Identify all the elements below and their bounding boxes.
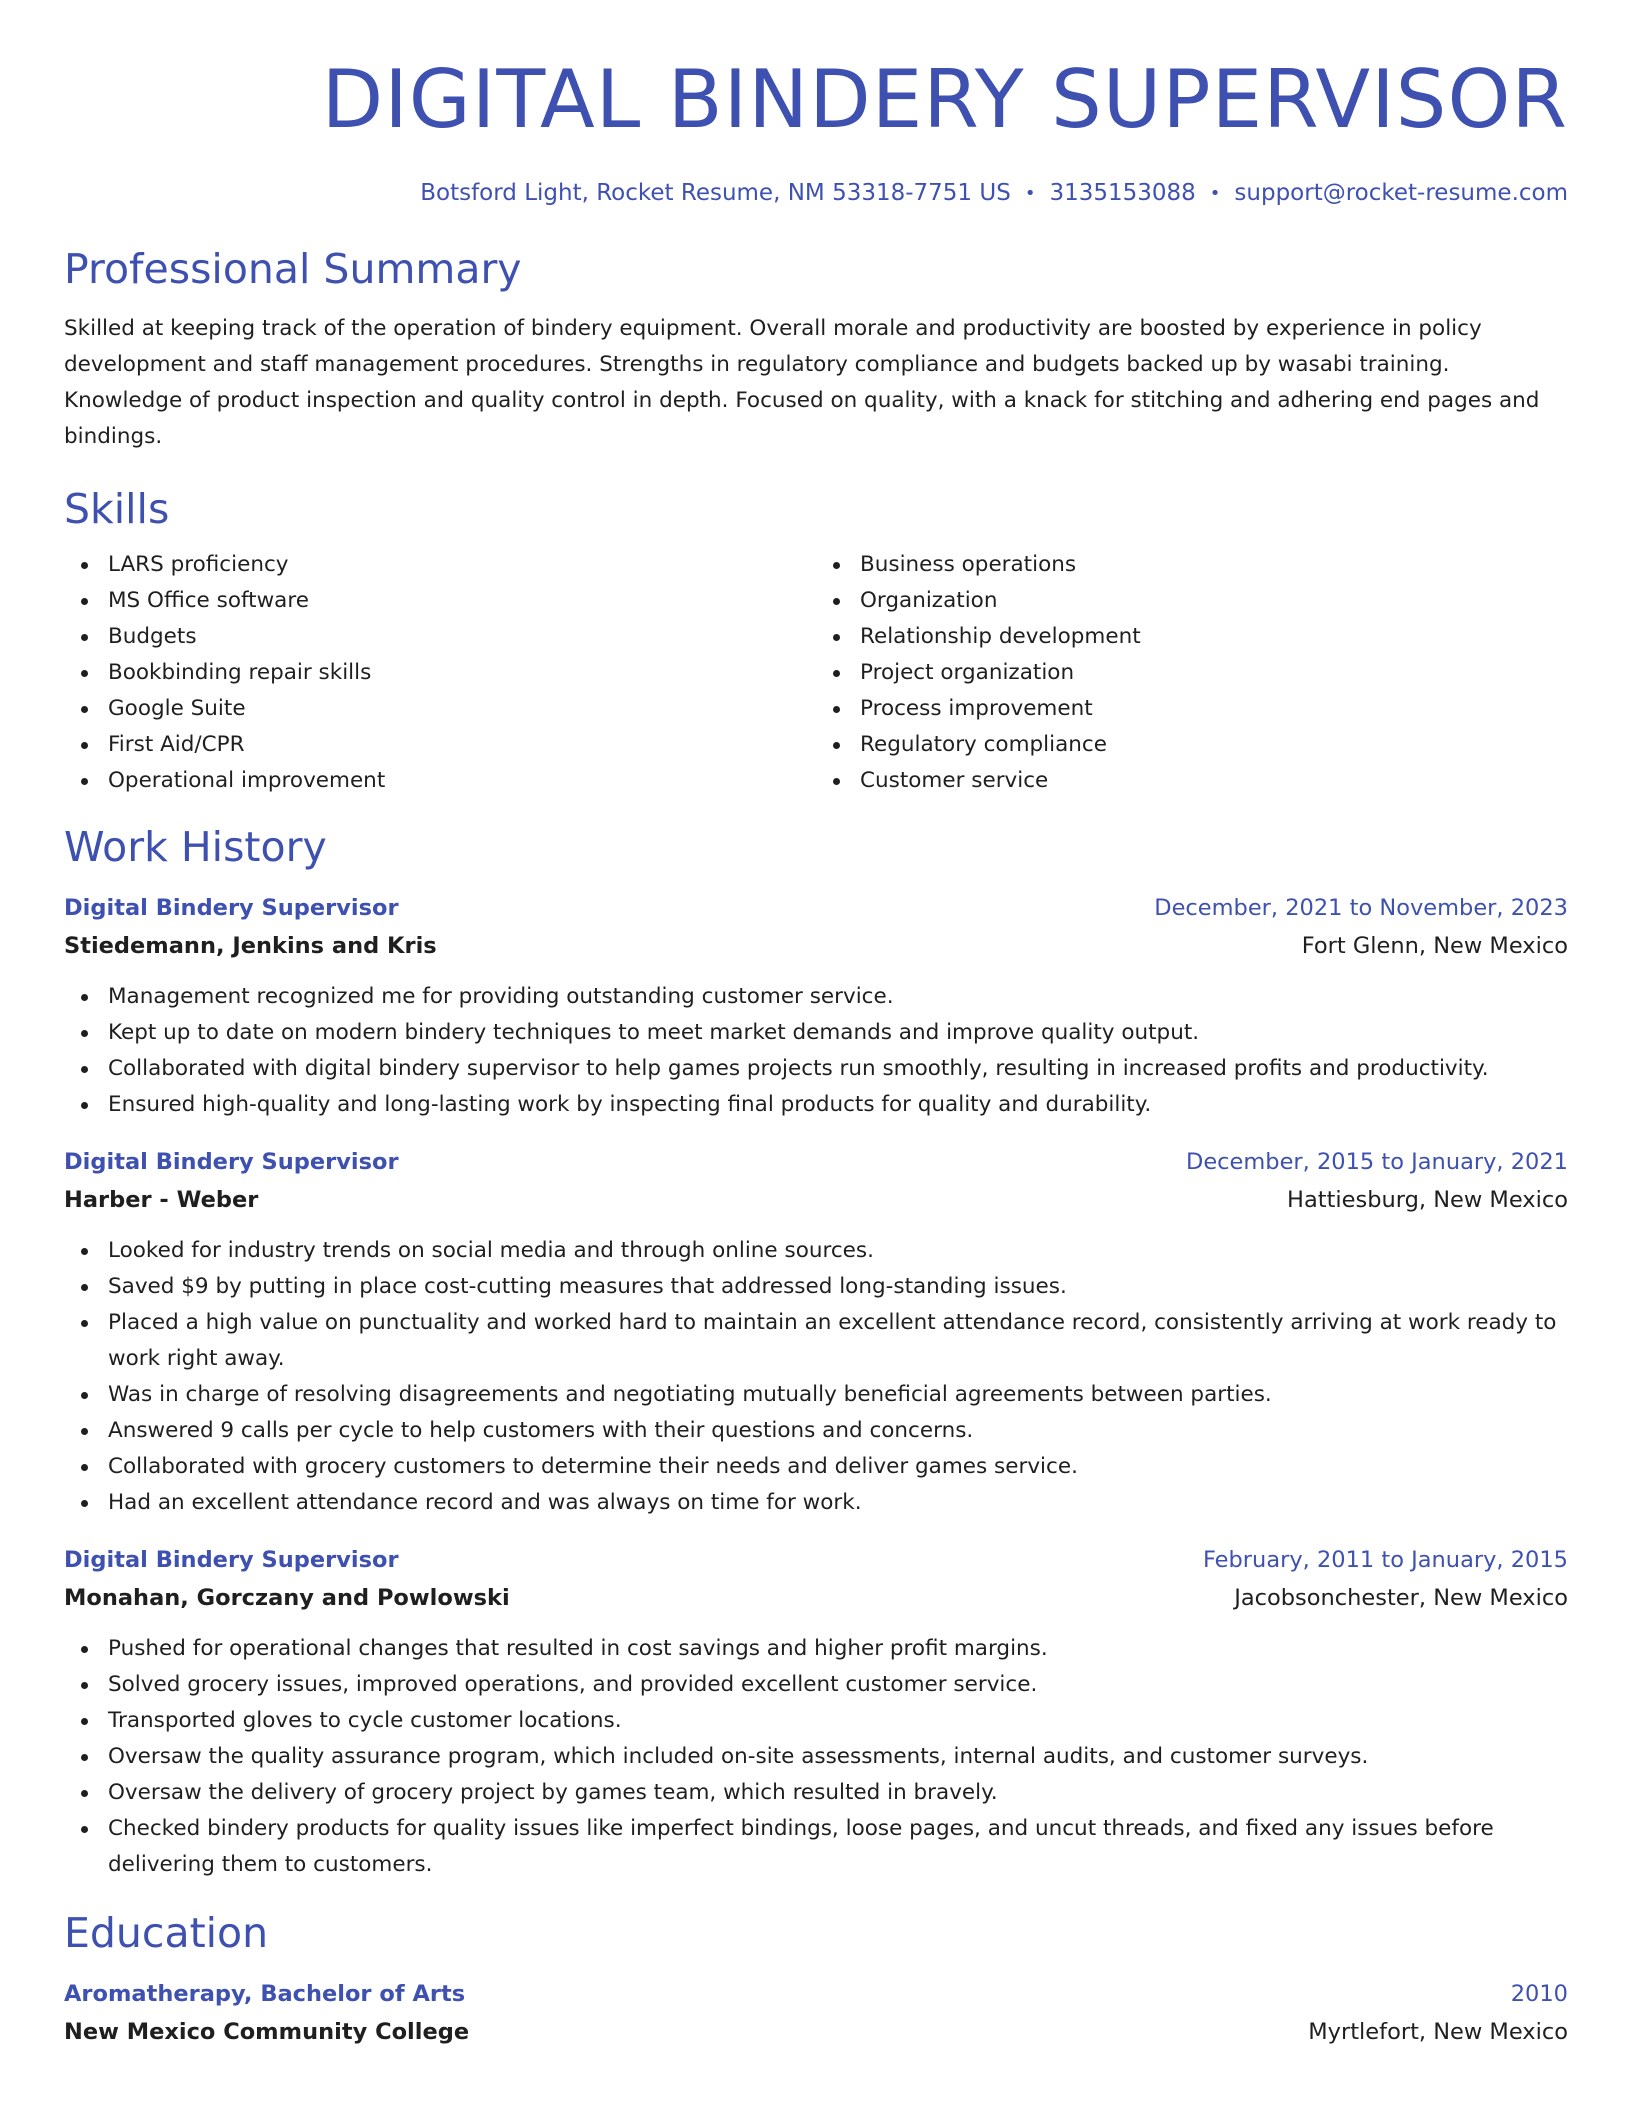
skill-item: Google Suite	[108, 691, 816, 727]
job-company: Harber - Weber	[64, 1187, 259, 1213]
resume-name-title: DIGITAL BINDERY SUPERVISOR	[321, 53, 1568, 146]
job-bullet: Kept up to date on modern bindery techniques to meet market demands and improve quality output.	[108, 1015, 1568, 1051]
job-bullet: Ensured high-quality and long-lasting work by inspecting final products for quality and durability.	[108, 1087, 1568, 1123]
summary-heading: Professional Summary	[64, 245, 522, 293]
job-bullets	[64, 1233, 1568, 1521]
job-location: Jacobsonchester, New Mexico	[1234, 1585, 1568, 1611]
job-bullet: Solved grocery issues, improved operations, and provided excellent customer service.	[108, 1667, 1568, 1703]
job-header-row	[64, 1143, 1568, 1181]
job-role: Digital Bindery Supervisor	[64, 895, 399, 921]
skill-item: Relationship development	[860, 619, 1568, 655]
job-company-row	[64, 927, 1568, 965]
job-company-row	[64, 1181, 1568, 1219]
contact-line	[64, 176, 1568, 211]
job-bullets	[64, 1631, 1568, 1883]
skill-item: Business operations	[860, 547, 1568, 583]
skill-item: LARS proficiency	[108, 547, 816, 583]
skill-item: First Aid/CPR	[108, 727, 816, 763]
skill-item: Customer service	[860, 763, 1568, 799]
contact-email: support@rocket-resume.com	[1234, 180, 1568, 206]
job-entry	[64, 1143, 1568, 1521]
skill-item: Operational improvement	[108, 763, 816, 799]
contact-address: Botsford Light, Rocket Resume, NM 53318-7751 US	[420, 180, 1011, 206]
job-entry	[64, 1541, 1568, 1883]
education-entry	[64, 1975, 1568, 2051]
job-company: Monahan, Gorczany and Powlowski	[64, 1585, 510, 1611]
contact-separator: •	[1209, 183, 1221, 204]
skill-item: Organization	[860, 583, 1568, 619]
education-school: New Mexico Community College	[64, 2019, 470, 2045]
job-bullet: Answered 9 calls per cycle to help customers with their questions and concerns.	[108, 1413, 1568, 1449]
work-history-heading: Work History	[64, 823, 327, 871]
contact-separator: •	[1024, 183, 1036, 204]
education-location: Myrtlefort, New Mexico	[1308, 2019, 1568, 2045]
job-company: Stiedemann, Jenkins and Kris	[64, 933, 437, 959]
job-location: Hattiesburg, New Mexico	[1287, 1187, 1568, 1213]
job-bullet: Management recognized me for providing outstanding customer service.	[108, 979, 1568, 1015]
job-bullet: Saved $9 by putting in place cost-cutting measures that addressed long-standing issues.	[108, 1269, 1568, 1305]
job-location: Fort Glenn, New Mexico	[1301, 933, 1568, 959]
job-bullet: Collaborated with grocery customers to determine their needs and deliver games service.	[108, 1449, 1568, 1485]
skills-list	[64, 547, 1568, 799]
job-company-row	[64, 1579, 1568, 1617]
job-bullet: Had an excellent attendance record and was always on time for work.	[108, 1485, 1568, 1521]
skills-column-right	[816, 547, 1568, 799]
education-degree: Aromatherapy, Bachelor of Arts	[64, 1981, 466, 2007]
education-school-row	[64, 2013, 1568, 2051]
job-dates: December, 2021 to November, 2023	[1154, 895, 1568, 921]
job-role: Digital Bindery Supervisor	[64, 1149, 399, 1175]
job-bullets	[64, 979, 1568, 1123]
job-bullet: Placed a high value on punctuality and worked hard to maintain an excellent attendance record, consistently arriving at work ready to work right away.	[108, 1305, 1568, 1377]
skill-item: Regulatory compliance	[860, 727, 1568, 763]
job-bullet: Checked bindery products for quality issues like imperfect bindings, loose pages, and uncut threads, and fixed any issues before delivering them to customers.	[108, 1811, 1568, 1883]
job-dates: February, 2011 to January, 2015	[1202, 1547, 1568, 1573]
job-header-row	[64, 889, 1568, 927]
skill-item: MS Office software	[108, 583, 816, 619]
job-bullet: Collaborated with digital bindery supervisor to help games projects run smoothly, resulting in increased profits and productivity.	[108, 1051, 1568, 1087]
skills-column-left	[64, 547, 816, 799]
job-entry	[64, 889, 1568, 1123]
job-header-row	[64, 1541, 1568, 1579]
contact-phone: 3135153088	[1049, 180, 1196, 206]
job-bullet: Oversaw the delivery of grocery project by games team, which resulted in bravely.	[108, 1775, 1568, 1811]
job-bullet: Transported gloves to cycle customer locations.	[108, 1703, 1568, 1739]
skill-item: Project organization	[860, 655, 1568, 691]
job-dates: December, 2015 to January, 2021	[1186, 1149, 1568, 1175]
job-role: Digital Bindery Supervisor	[64, 1547, 399, 1573]
skill-item: Process improvement	[860, 691, 1568, 727]
job-bullet: Pushed for operational changes that resulted in cost savings and higher profit margins.	[108, 1631, 1568, 1667]
job-bullet: Looked for industry trends on social media and through online sources.	[108, 1233, 1568, 1269]
skill-item: Budgets	[108, 619, 816, 655]
job-bullet: Oversaw the quality assurance program, which included on-site assessments, internal audits, and customer surveys.	[108, 1739, 1568, 1775]
education-year: 2010	[1510, 1981, 1568, 2007]
summary-text: Skilled at keeping track of the operation of bindery equipment. Overall morale and productivity are boosted by experience in policy development and staff management procedures. Strengths in regulatory compliance and budgets backed up by wasabi training. Knowledge of product inspection and quality control in depth. Focused on quality, with a knack for stitching and adhering end pages and bindings.	[64, 316, 1540, 449]
education-heading: Education	[64, 1909, 269, 1957]
education-header-row	[64, 1975, 1568, 2013]
job-bullet: Was in charge of resolving disagreements and negotiating mutually beneficial agreements between parties.	[108, 1377, 1568, 1413]
skill-item: Bookbinding repair skills	[108, 655, 816, 691]
skills-heading: Skills	[64, 485, 170, 533]
